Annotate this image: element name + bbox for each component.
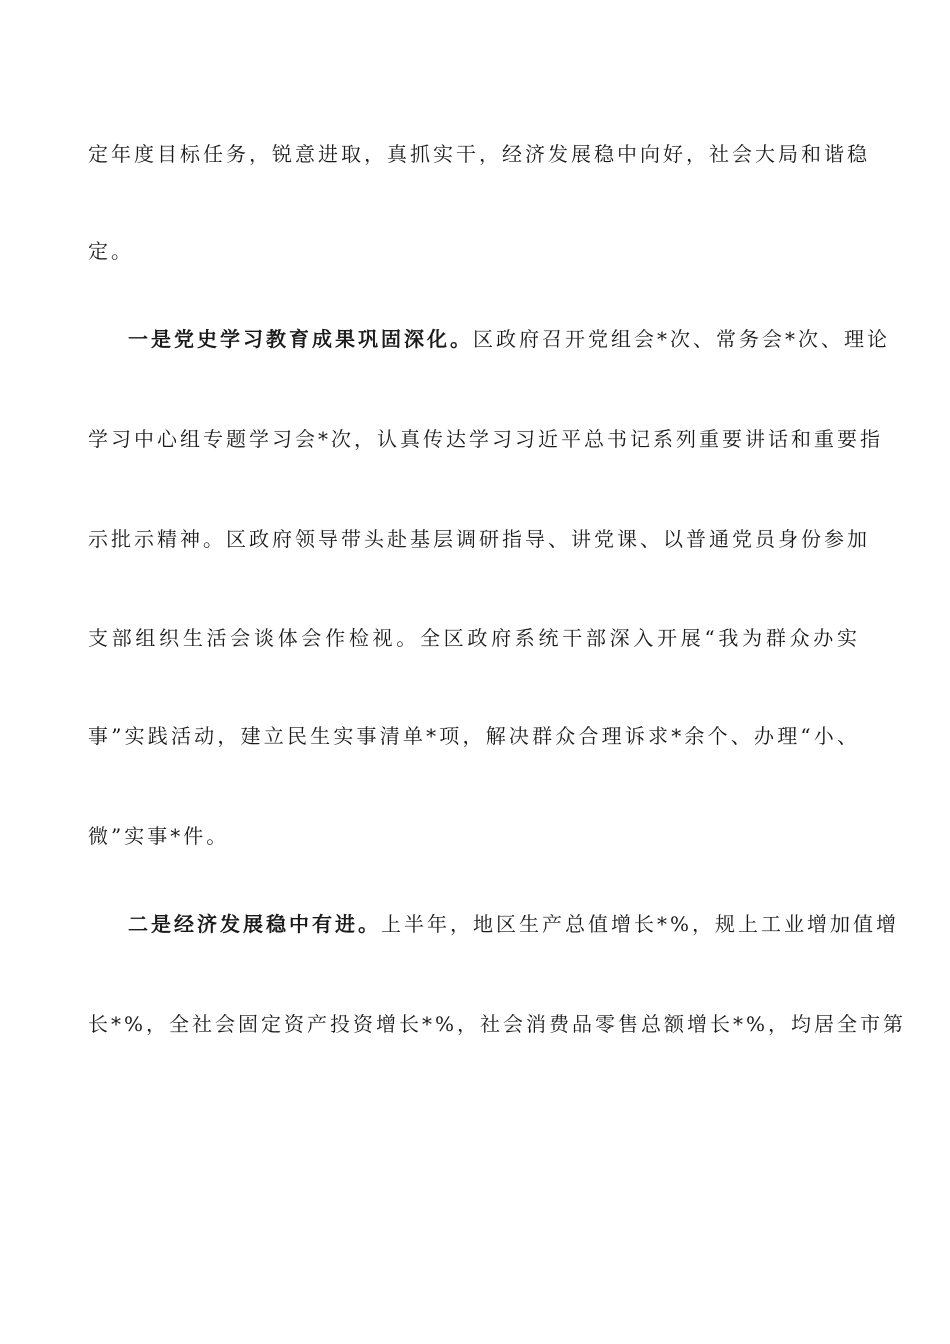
paragraph-2-line-5: 事”实践活动，建立民生实事清单*项，解决群众合理诉求*余个、办理“小、 bbox=[88, 724, 860, 748]
paragraph-2-heading: 一是党史学习教育成果巩固深化。 bbox=[128, 327, 473, 351]
paragraph-2-first-line-text: 区政府召开党组会*次、常务会*次、理论 bbox=[473, 327, 890, 351]
paragraph-2-line-6: 微”实事*件。 bbox=[88, 824, 230, 848]
paragraph-1-line-2: 定。 bbox=[88, 239, 134, 263]
paragraph-2-line-3: 示批示精神。区政府领导带头赴基层调研指导、讲党课、以普通党员身份参加 bbox=[88, 527, 870, 551]
paragraph-3-heading: 二是经济发展稳中有进。 bbox=[128, 912, 381, 936]
paragraph-1-line-1: 定年度目标任务，锐意进取，真抓实干，经济发展稳中向好，社会大局和谐稳 bbox=[88, 142, 870, 166]
paragraph-3-line-1 bbox=[128, 910, 900, 938]
paragraph-2-line-2: 学习中心组专题学习会*次，认真传达学习习近平总书记系列重要讲话和重要指 bbox=[88, 427, 883, 451]
paragraph-3-line-2: 长*%，全社会固定资产投资增长*%，社会消费品零售总额增长*%，均居全市第 bbox=[88, 1012, 907, 1036]
paragraph-2-line-4: 支部组织生活会谈体会作检视。全区政府系统干部深入开展“我为群众办实 bbox=[88, 626, 860, 650]
paragraph-3-first-line-text: 上半年，地区生产总值增长*%，规上工业增加值增 bbox=[381, 912, 900, 936]
paragraph-2-line-1 bbox=[128, 325, 890, 353]
